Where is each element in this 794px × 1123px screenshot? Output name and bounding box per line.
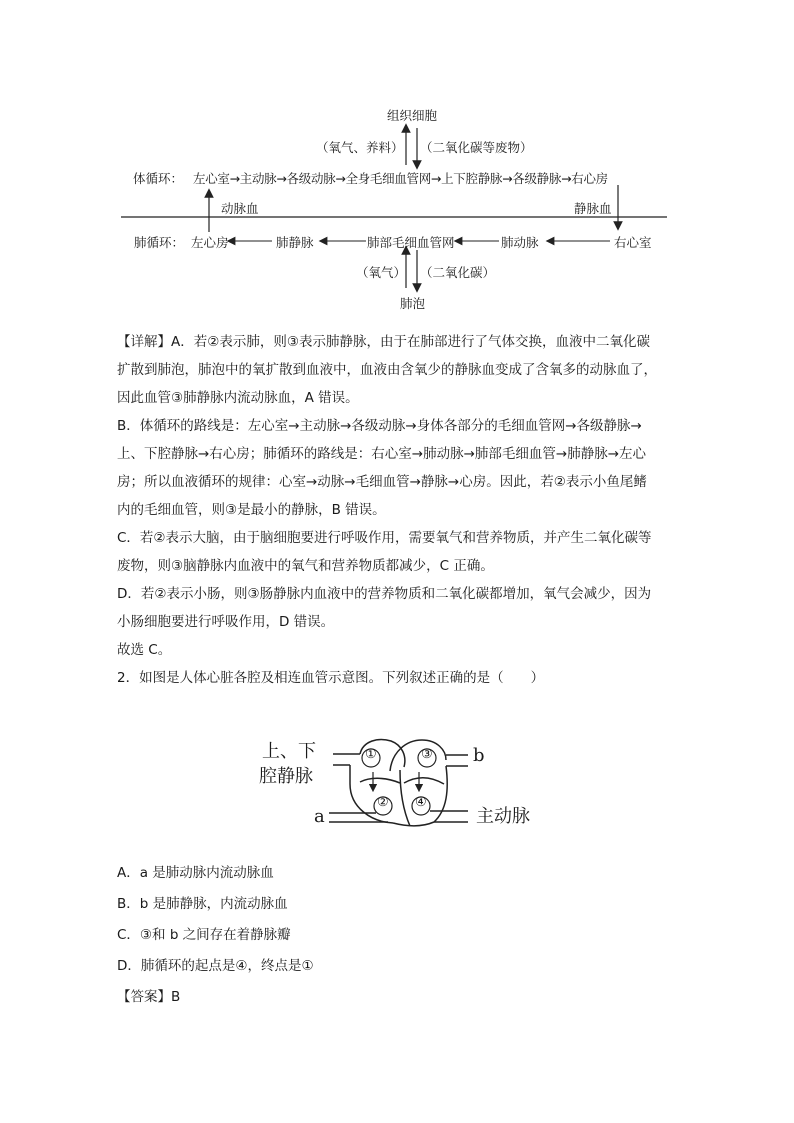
explain-line: 因此血管③肺静脉内流动脉血，A 错误。 [117, 390, 359, 406]
a-label: a [314, 806, 325, 827]
option-d: D．肺循环的起点是④，终点是① [117, 958, 314, 974]
tissue-cells-label: 组织细胞 [387, 108, 438, 123]
explain-line: D．若②表示小肠，则③肠静脉内血液中的营养物质和二氧化碳都增加，氧气会减少，因为 [117, 586, 652, 602]
chamber-2-label: ② [377, 795, 389, 810]
option-c: C．③和 b 之间存在着静脉瓣 [117, 927, 291, 943]
vena-cava-label-line2: 腔静脉 [259, 766, 313, 787]
systemic-label: 体循环： [133, 171, 184, 186]
chamber-3-label: ③ [421, 747, 433, 762]
pulm-right-ventricle: 右心室 [614, 235, 652, 250]
chamber-4-label: ④ [415, 795, 427, 810]
co2-wastes-label: （二氧化碳等废物） [420, 140, 533, 155]
explain-line: 【详解】A．若②表示肺，则③表示肺静脉，由于在肺部进行了气体交换，血液中二氧化碳 [117, 334, 650, 350]
explain-line: 扩散到肺泡，肺泡中的氧扩散到血液中，血液由含氧少的静脉血变成了含氧多的动脉血了， [117, 362, 657, 378]
explanation-block [117, 328, 685, 692]
explain-line: 故选 C。 [117, 642, 172, 658]
aorta-label: 主动脉 [476, 806, 530, 827]
pulm-left-atrium: 左心房 [191, 235, 229, 250]
explain-line: 房；所以血液循环的规律：心室→动脉→毛细血管→静脉→心房。因此，若②表示小鱼尾鳍 [117, 474, 647, 490]
oxygen-nutrients-label: （氧气、养料） [316, 140, 404, 155]
pulm-artery: 肺动脉 [501, 235, 539, 250]
explain-line: 废物，则③脑静脉内血液中的氧气和营养物质都减少，C 正确。 [117, 558, 494, 574]
explain-line: C．若②表示大脑，由于脑细胞要进行呼吸作用，需要氧气和营养物质，并产生二氧化碳等 [117, 530, 652, 546]
pulm-vein: 肺静脉 [276, 235, 314, 250]
co2-label: （二氧化碳） [420, 265, 496, 280]
explain-line: 上、下腔静脉→右心房；肺循环的路线是：右心室→肺动脉→肺部毛细血管→肺静脉→左心 [117, 446, 647, 462]
vena-cava-label-line1: 上、下 [262, 741, 316, 762]
explain-line: B．体循环的路线是：左心室→主动脉→各级动脉→身体各部分的毛细血管网→各级静脉→ [117, 418, 642, 434]
venous-blood-label: 静脉血 [574, 201, 612, 216]
systemic-path: 左心室→主动脉→各级动脉→全身毛细血管网→上下腔静脉→各级静脉→右心房 [193, 171, 608, 186]
options-block [117, 858, 685, 1013]
alveoli-label: 肺泡 [400, 296, 426, 311]
chamber-1-label: ① [365, 747, 377, 762]
pulmonary-label: 肺循环： [134, 235, 185, 250]
option-a: A．a 是肺动脉内流动脉血 [117, 865, 274, 881]
oxygen-label: （氧气） [356, 265, 407, 280]
explain-line: 小肠细胞要进行呼吸作用，D 错误。 [117, 614, 335, 630]
b-label: b [473, 745, 485, 766]
explain-line: 内的毛细血管，则③是最小的静脉，B 错误。 [117, 502, 386, 518]
pulm-capillary-network: 肺部毛细血管网 [367, 235, 455, 250]
question-2-stem: 2．如图是人体心脏各腔及相连血管示意图。下列叙述正确的是（ ） [117, 670, 545, 686]
answer-line: 【答案】B [117, 989, 181, 1005]
option-b: B．b 是肺静脉，内流动脉血 [117, 896, 288, 912]
arterial-blood-label: 动脉血 [221, 201, 259, 216]
